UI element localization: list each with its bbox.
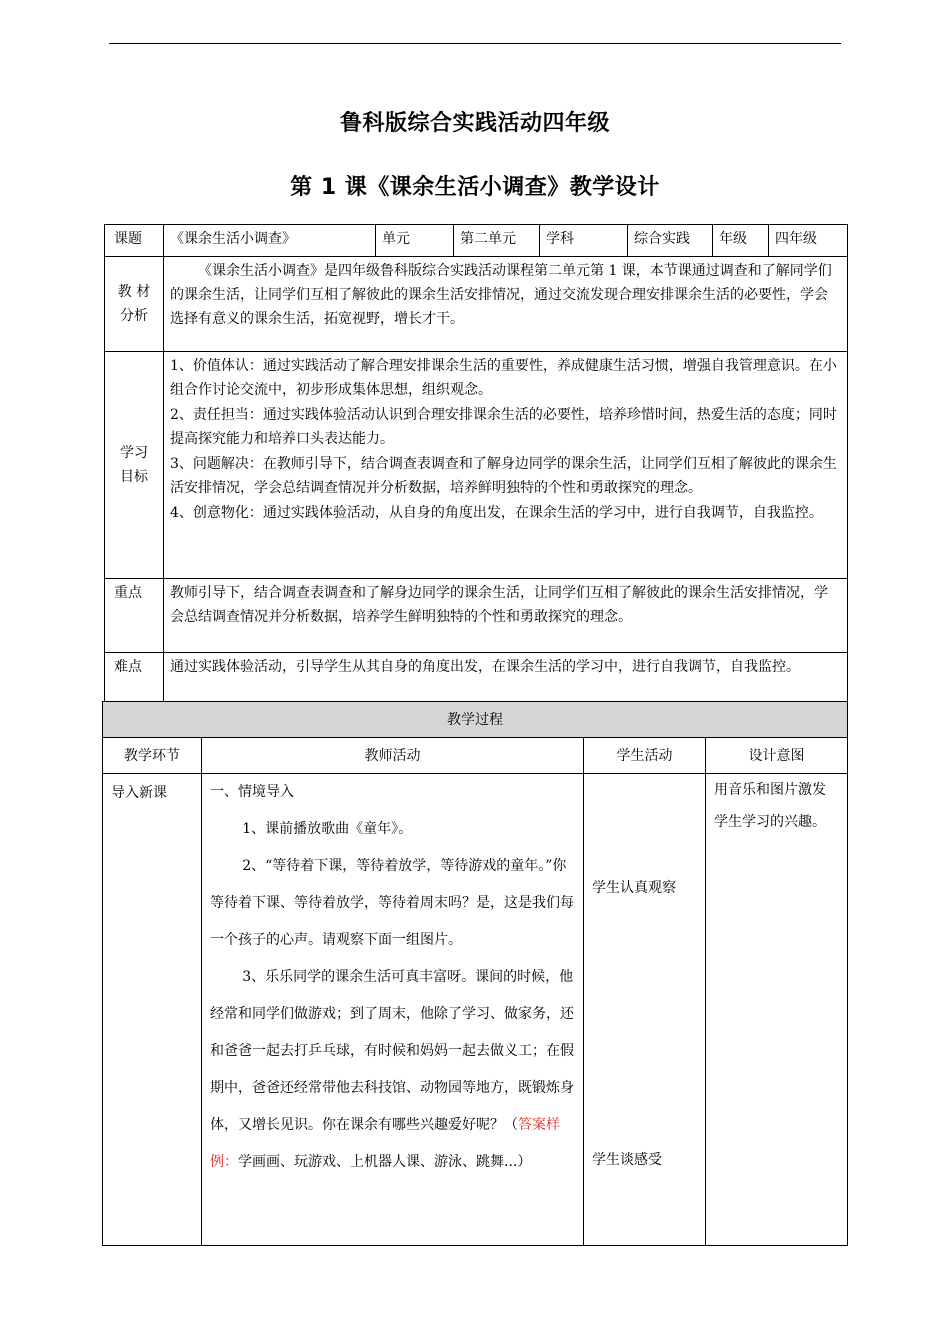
process-title: 教学过程	[103, 702, 848, 738]
grade-value: 四年级	[769, 225, 848, 257]
goals-content	[164, 352, 848, 579]
student-activity-cell	[584, 774, 706, 1246]
student-note: 学生认真观察	[592, 880, 676, 896]
analysis-content	[164, 257, 848, 352]
unit-label: 单元	[376, 225, 454, 257]
analysis-text: 《课余生活小调查》是四年级鲁科版综合实践活动课程第二单元第 1 课，本节课通过调查和了解同学们的课余生活，让同学们互相了解彼此的课余生活安排情况，通过交流发现合理安排课余生活的必要性，学会选择有意义的课余生活，拓宽视野，增长才干。	[170, 263, 832, 327]
teaching-process-table	[102, 701, 848, 1246]
analysis-label-line2: 分析	[120, 308, 148, 324]
goals-label-line1: 学习	[120, 445, 148, 461]
analysis-label-line1: 教 材	[117, 284, 151, 300]
difficulty-label: 难点	[105, 653, 164, 703]
document-subtitle: 第 1 课《课余生活小调查》教学设计	[290, 175, 660, 200]
teacher-heading: 一、情境导入	[210, 784, 294, 800]
difficulty-text: 通过实践体验活动，引导学生从其自身的角度出发，在课余生活的学习中，进行自我调节，自我监控。	[164, 653, 848, 703]
goals-label	[105, 352, 164, 579]
student-note: 学生谈感受	[592, 1152, 662, 1168]
answer-sample-label: 答案样例：	[210, 1117, 560, 1170]
design-intent-cell: 用音乐和图片激发学生学习的兴趣。	[706, 774, 848, 1246]
document-title: 鲁科版综合实践活动四年级	[339, 111, 610, 136]
key-point-label: 重点	[105, 579, 164, 653]
teacher-activity-cell	[202, 774, 584, 1246]
grade-label: 年级	[713, 225, 769, 257]
subject-value: 综合实践	[628, 225, 713, 257]
answer-sample-text: 学画画、玩游戏、上机器人课、游泳、跳舞...）	[238, 1154, 532, 1170]
col-header-stage: 教学环节	[103, 738, 202, 774]
topic-value: 《课余生活小调查》	[164, 225, 376, 257]
teacher-paragraph: 1、课前播放歌曲《童年》。	[242, 821, 413, 837]
header-rule	[109, 43, 841, 44]
subject-label: 学科	[540, 225, 628, 257]
teacher-paragraph-text: 3、乐乐同学的课余生活可真丰富呀。课间的时候，他经常和同学们做游戏；到了周末，他除了学习、做家务，还和爸爸一起去打乒乓球，有时候和妈妈一起去做义工；在假期中，爸爸还经常带他去科技馆、动物园等地方，既锻炼身体，又增长见识。你在课余有哪些兴趣爱好呢？（	[210, 969, 574, 1133]
col-header-student: 学生活动	[584, 738, 706, 774]
topic-label: 课题	[105, 225, 164, 257]
goals-label-line2: 目标	[120, 469, 148, 485]
goal-item: 1、价值体认：通过实践活动了解合理安排课余生活的重要性，养成健康生活习惯，增强自我管理意识。在小组合作讨论交流中，初步形成集体思想，组织观念。	[170, 358, 837, 398]
col-header-teacher: 教师活动	[202, 738, 584, 774]
teacher-paragraph: 2、“等待着下课，等待着放学，等待游戏的童年。”你等待着下课、等待着放学，等待着周末吗？是，这是我们每一个孩子的心声。请观察下面一组图片。	[210, 858, 574, 948]
goal-item: 4、创意物化：通过实践体验活动，从自身的角度出发，在课余生活的学习中，进行自我调节，自我监控。	[170, 505, 823, 521]
goal-item: 3、问题解决：在教师引导下，结合调查表调查和了解身边同学的课余生活，让同学们互相了解彼此的课余生活安排情况，学会总结调查情况并分析数据，培养鲜明独特的个性和勇敢探究的理念。	[170, 456, 837, 496]
col-header-intent: 设计意图	[706, 738, 848, 774]
stage-cell: 导入新课	[103, 774, 202, 1246]
teacher-paragraph	[210, 959, 575, 1181]
analysis-label	[105, 257, 164, 352]
lesson-info-table	[104, 224, 848, 703]
unit-value: 第二单元	[454, 225, 540, 257]
key-point-text: 教师引导下，结合调查表调查和了解身边同学的课余生活，让同学们互相了解彼此的课余生活安排情况，学会总结调查情况并分析数据，培养学生鲜明独特的个性和勇敢探究的理念。	[164, 579, 848, 653]
goal-item: 2、责任担当：通过实践体验活动认识到合理安排课余生活的必要性，培养珍惜时间，热爱生活的态度；同时提高探究能力和培养口头表达能力。	[170, 407, 837, 447]
